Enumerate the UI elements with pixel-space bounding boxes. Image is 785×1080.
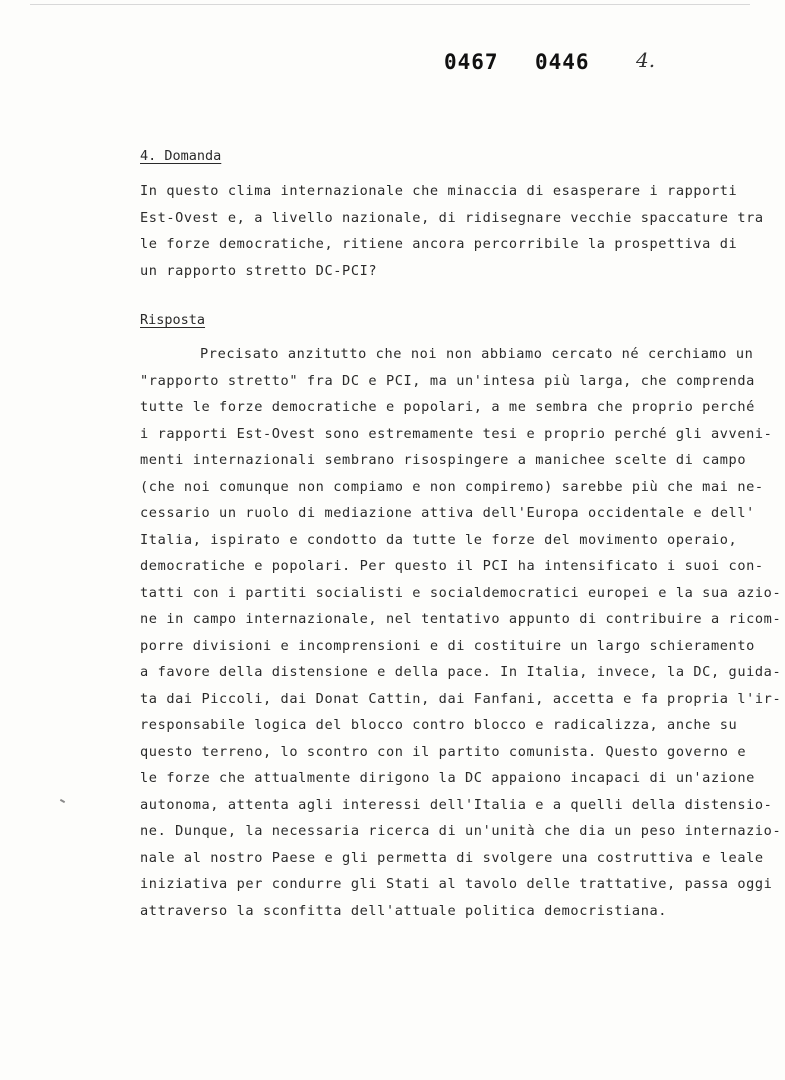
answer-line: nale al nostro Paese e gli permetta di svolgere una costruttiva e leale xyxy=(140,849,764,866)
question-line: Est-Ovest e, a livello nazionale, di ridisegnare vecchie spaccature tra xyxy=(140,209,764,226)
answer-line: autonoma, attenta agli interessi dell'Italia e a quelli della distensio- xyxy=(140,796,773,813)
answer-line: "rapporto stretto" fra DC e PCI, ma un'intesa più larga, che comprenda xyxy=(140,372,755,389)
page-top-edge xyxy=(30,4,750,5)
answer-line: attraverso la sconfitta dell'attuale politica democristiana. xyxy=(140,902,668,919)
answer-line: ne. Dunque, la necessaria ricerca di un'unità che dia un peso internazio- xyxy=(140,823,782,839)
question-heading: 4. Domanda xyxy=(140,148,222,164)
question-line: In questo clima internazionale che minaccia di esasperare i rapporti xyxy=(140,183,738,199)
answer-line: democratiche e popolari. Per questo il PCI ha intensificato i suoi con- xyxy=(140,558,764,574)
answer-text xyxy=(140,341,782,924)
question-text xyxy=(140,178,764,284)
answer-line: ta dai Piccoli, dai Donat Cattin, dai Fanfani, accetta e fa propria l'ir- xyxy=(140,690,782,707)
answer-line: Precisato anzitutto che noi non abbiamo cercato né cerchiamo un xyxy=(200,346,754,362)
answer-line: le forze che attualmente dirigono la DC appaiono incapaci di un'azione xyxy=(140,770,755,786)
answer-line: a favore della distensione e della pace. In Italia, invece, la DC, guida- xyxy=(140,664,782,680)
question-line: un rapporto stretto DC-PCI? xyxy=(140,262,378,279)
answer-line: questo terreno, lo scontro con il partito comunista. Questo governo e xyxy=(140,743,747,760)
question-line: le forze democratiche, ritiene ancora percorribile la prospettiva di xyxy=(140,236,738,252)
answer-line: tutte le forze democratiche e popolari, a me sembra che proprio perché xyxy=(140,399,755,415)
answer-line: tatti con i partiti socialisti e socialdemocratici europei e la sua azio- xyxy=(140,584,782,601)
answer-heading: Risposta xyxy=(140,312,206,328)
archive-number-2: 0446 xyxy=(535,50,590,74)
answer-line: menti internazionali sembrano risospingere a manichee scelte di campo xyxy=(140,452,747,468)
handwritten-page-mark: 4. xyxy=(636,48,656,72)
archive-number-1: 0467 xyxy=(444,50,499,74)
answer-line: cessario un ruolo di mediazione attiva dell'Europa occidentale e dell' xyxy=(140,505,755,521)
answer-line: i rapporti Est-Ovest sono estremamente tesi e proprio perché gli avveni- xyxy=(140,425,773,442)
answer-line: iniziativa per condurre gli Stati al tavolo delle trattative, passa oggi xyxy=(140,876,773,892)
margin-speck xyxy=(60,799,65,803)
answer-line: porre divisioni e incomprensioni e di costituire un largo schieramento xyxy=(140,637,755,654)
answer-line: responsabile logica del blocco contro blocco e radicalizza, anche su xyxy=(140,717,738,733)
answer-line: ne in campo internazionale, nel tentativo appunto di contribuire a ricom- xyxy=(140,611,782,627)
answer-line: Italia, ispirato e condotto da tutte le forze del movimento operaio, xyxy=(140,531,738,548)
answer-line: (che noi comunque non compiamo e non compiremo) sarebbe più che mai ne- xyxy=(140,478,764,495)
